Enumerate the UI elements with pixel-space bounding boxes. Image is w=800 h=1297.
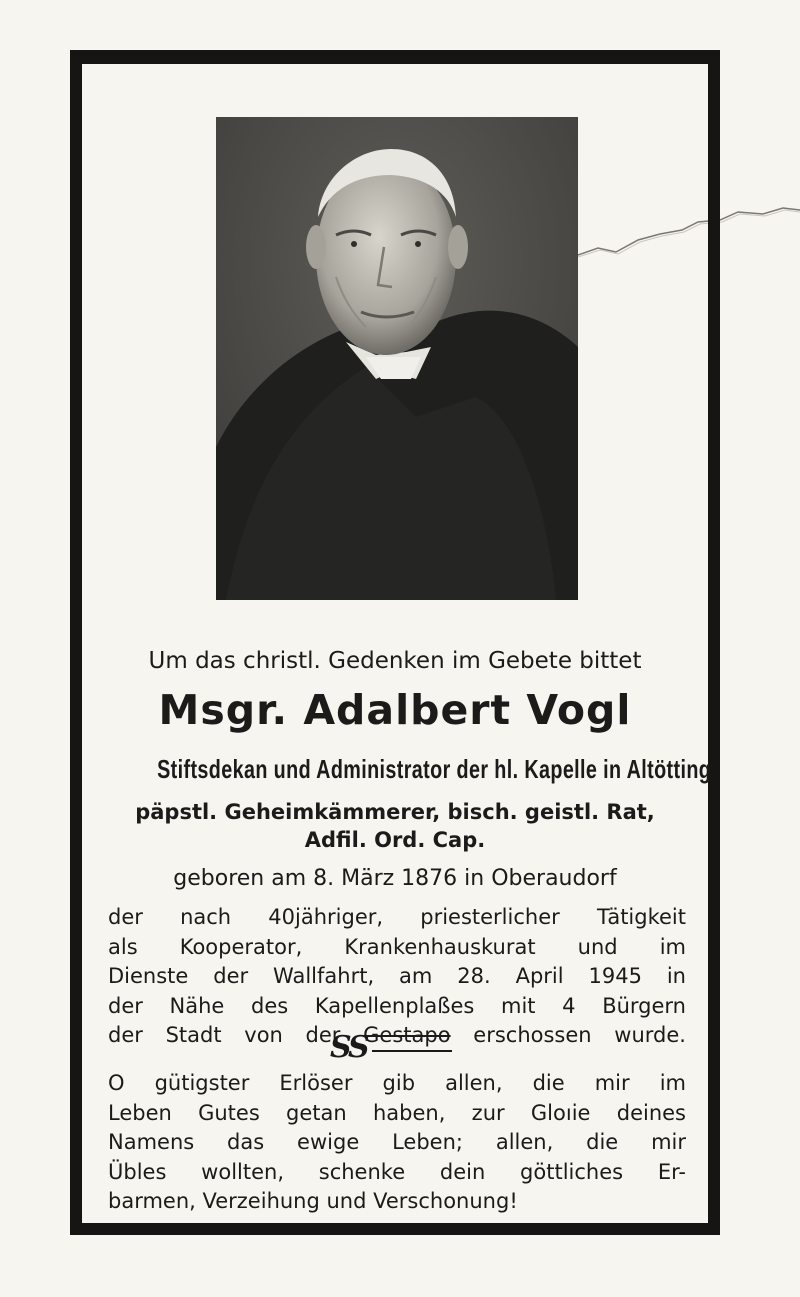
line-start: der Stadt von der [108, 1023, 341, 1047]
paragraph-line: der nach 40jähriger, priesterlicher Tätigkeit [108, 905, 686, 929]
paragraph-line: O gütigster Erlöser gib allen, die mir im [108, 1071, 686, 1095]
intro-line: Um das christl. Gedenken im Gebete bittet [148, 648, 642, 674]
paragraph-line-struck [108, 1021, 686, 1051]
portrait-illustration [216, 117, 578, 600]
paragraph-line: Leben Gutes getan haben, zur Gloıie deines [108, 1100, 686, 1125]
birth-line: geboren am 8. März 1876 in Oberaudorf [173, 866, 617, 891]
title-line-1: Stiftsdekan und Administrator der hl. Kapelle in Altötting [157, 754, 712, 784]
portrait-photo [216, 117, 578, 600]
line-end: erschossen wurde. [473, 1023, 686, 1047]
paragraph-line: als Kooperator, Krankenhauskurat und im [108, 934, 686, 959]
handwritten-underline [372, 1050, 452, 1052]
paragraph-line: Dienste der Wallfahrt, am 28. April 1945 in [108, 964, 686, 988]
paragraph-line: Namens das ewige Leben; allen, die mir [108, 1130, 686, 1154]
prayer-paragraph [108, 1069, 686, 1217]
title-line-2: päpstl. Geheimkämmerer, bisch. geistl. Rat, [135, 800, 655, 824]
paragraph-line: der Nähe des Kapellenplaßes mit 4 Bürgern [108, 993, 686, 1018]
paragraph-line: barmen, Verzeihung und Verschonung! [108, 1189, 518, 1213]
handwritten-correction: SS [330, 1030, 367, 1065]
paragraph-line: Übles wollten, schenke dein göttliches Er- [108, 1159, 686, 1184]
death-paragraph [108, 903, 686, 1051]
deceased-name: Msgr. Adalbert Vogl [158, 686, 632, 734]
title-line-3: Adfil. Ord. Cap. [304, 828, 486, 852]
struck-word: Gestapo [363, 1023, 451, 1047]
